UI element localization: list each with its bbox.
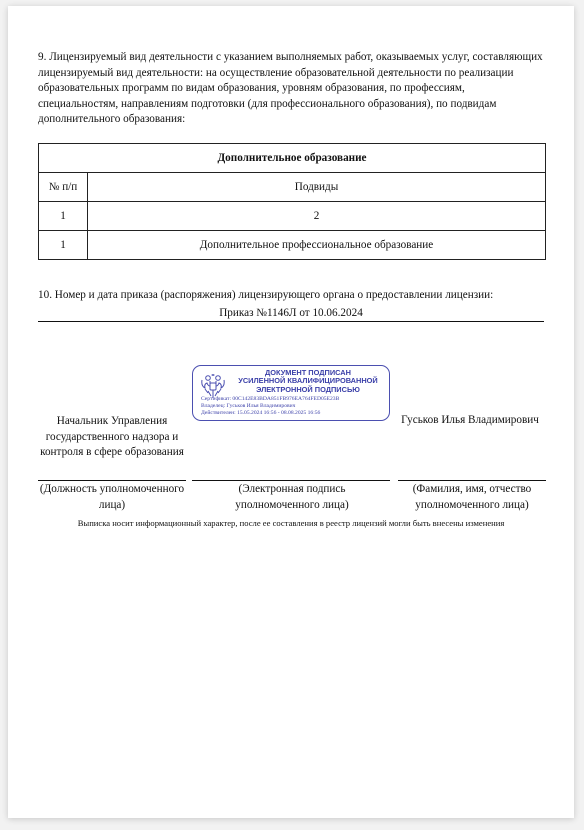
table-cell: Дополнительное профессиональное образование (88, 231, 546, 260)
col-subtype-header: Подвиды (88, 173, 546, 202)
table-numbering-row (39, 202, 546, 231)
stamp-title-line: ЭЛЕКТРОННОЙ ПОДПИСЬЮ (256, 384, 360, 394)
stamp-certificate: Сертификат: 00C142E83BDA851FB976EA764FED05E23B (201, 396, 340, 402)
table-cell: 1 (39, 231, 88, 260)
document-page (8, 6, 574, 818)
stamp-owner: Владелец: Гуськов Илья Владимирович (201, 403, 296, 409)
caption-name: (Фамилия, имя, отчество уполномоченного лица) (412, 483, 532, 511)
stamp-title (229, 369, 387, 394)
section-9-text: 9. Лицензируемый вид деятельности с указанием выполняемых работ, оказываемых услуг, составляющих лицензируемый вид деятельности: на осуществление образовательной деятельности по реализации образовательных программ по видам образования, уровням образования, по профессиям, специальностям, направлениям подготовки (для профессионального образования), по подвидам дополнительного образования: (38, 51, 543, 126)
table-title: Дополнительное образование (39, 144, 546, 173)
stamp-title-line: УСИЛЕННОЙ КВАЛИФИЦИРОВАННОЙ (238, 376, 378, 386)
stamp-title-line: ДОКУМЕНТ ПОДПИСАН (265, 368, 351, 377)
table-row (39, 231, 546, 260)
table-header-row (39, 173, 546, 202)
table-title-row (39, 144, 546, 173)
footer-note: Выписка носит информационный характер, после ее составления в реестр лицензий могли быть внесены изменения (77, 518, 505, 528)
education-subtypes-table (38, 143, 546, 260)
section-10-text: 10. Номер и дата приказа (распоряжения) лицензирующего органа о предоставлении лицензии: (38, 289, 494, 301)
signature-line (192, 480, 390, 481)
electronic-signature-stamp (192, 365, 390, 421)
caption-position: (Должность уполномоченного лица) (39, 483, 185, 511)
stamp-details (201, 396, 339, 417)
stamp-validity: Действителен: 15.05.2024 16:56 - 08.08.2025 16:56 (201, 410, 321, 416)
col-number-header: № п/п (39, 173, 88, 202)
signer-name: Гуськов Илья Владимирович (401, 414, 539, 426)
signer-position: Начальник Управления государственного надзора и контроля в сфере образования (40, 415, 184, 459)
position-line (38, 480, 186, 481)
name-line (398, 480, 546, 481)
table-cell: 1 (39, 202, 88, 231)
order-number: Приказ №1146Л от 10.06.2024 (38, 307, 544, 322)
table-cell: 2 (88, 202, 546, 231)
caption-signature: (Электронная подпись уполномоченного лица) (235, 483, 349, 511)
